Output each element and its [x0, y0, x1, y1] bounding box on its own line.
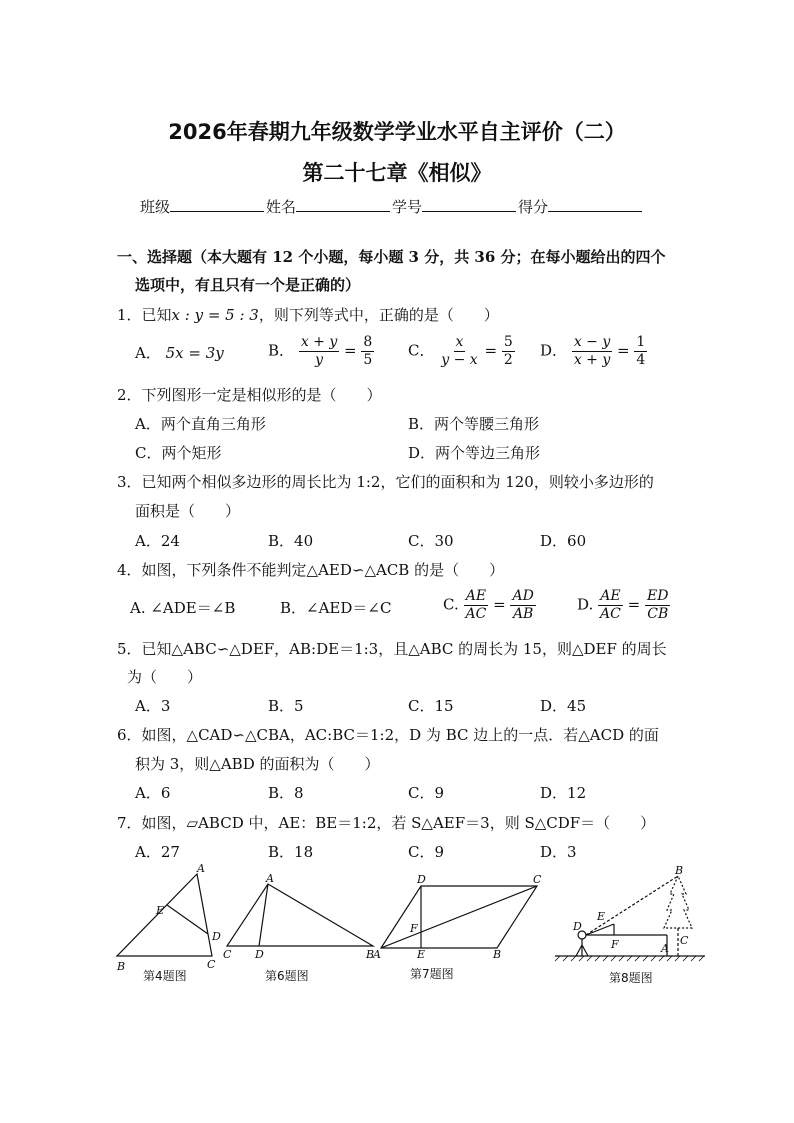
equals: = [484, 341, 498, 360]
q1-stem-part: ，则下列等式中，正确的是（ ） [258, 306, 499, 324]
q4-option-c[interactable] [443, 588, 536, 623]
frac-den: 5 [363, 352, 373, 368]
q1-b-frac-left [299, 334, 339, 369]
field-id-blank[interactable] [422, 197, 516, 212]
figure-4 [117, 874, 212, 956]
fig4-triangle-abc [117, 874, 212, 956]
field-name-label: 姓名 [266, 198, 297, 216]
q6-option-c[interactable]: C．9 [408, 784, 445, 802]
q4-option-a[interactable]: A. ∠ADE＝∠B [130, 599, 236, 617]
q1-c-frac-left [439, 334, 479, 369]
equals: = [493, 595, 506, 614]
frac-num: ED [647, 588, 669, 604]
frac-den: y [315, 352, 323, 368]
fig8-caption: 第8题图 [609, 971, 653, 985]
q5-option-a[interactable]: A．3 [135, 697, 171, 715]
fig6-label-b: B [366, 948, 375, 961]
q3-option-b[interactable]: B．40 [268, 532, 314, 550]
frac-num: x [455, 334, 464, 350]
q4-d-frac-2 [645, 588, 670, 623]
question-1-stem [117, 305, 499, 325]
equals: = [344, 341, 357, 360]
field-id-label: 学号 [392, 198, 423, 216]
fig7-label-d: D [417, 873, 426, 886]
question-5-stem-cont: 为（ ） [127, 668, 203, 686]
q2-option-d[interactable]: D．两个等边三角形 [408, 444, 541, 462]
equals: = [617, 341, 630, 360]
fig8-tree-crown [664, 876, 692, 928]
q3-option-a[interactable]: A．24 [135, 532, 180, 550]
question-7-stem: 7．如图，▱ABCD 中，AE：BE＝1:2，若 S△AEF＝3，则 S△CDF＝（ ） [117, 814, 656, 832]
field-class-blank[interactable] [170, 197, 264, 212]
question-3-stem: 3．已知两个相似多边形的周长比为 1:2，它们的面积和为 120，则较小多边形的 [117, 473, 654, 491]
fig8-label-b: B [675, 864, 684, 877]
frac-den: AB [512, 606, 534, 622]
section-heading: 一、选择题（本大题有 12 个小题，每小题 3 分，共 36 分；在每小题给出的四个 [117, 248, 666, 266]
fig8-observer-leg-right [582, 945, 588, 956]
q4-option-b[interactable]: B．∠AED＝∠C [280, 599, 392, 617]
q7-option-d[interactable]: D．3 [540, 843, 577, 861]
fig7-label-c: C [533, 873, 542, 886]
q4-d-frac-1 [598, 588, 623, 623]
q1-d-frac-left [572, 334, 612, 369]
q1-option-c[interactable] [408, 334, 515, 369]
fig4-caption: 第4题图 [143, 969, 187, 983]
q1-d-frac-right [634, 334, 647, 369]
fig7-label-e: E [417, 948, 426, 961]
fig6-segment-ad [259, 884, 268, 946]
fig4-label-d: D [212, 930, 221, 943]
fig6-label-a: A [266, 872, 274, 885]
figure-7 [381, 886, 537, 948]
question-6-stem-cont: 积为 3，则△ABD 的面积为（ ） [135, 755, 380, 773]
q1-d-label: D． [540, 341, 568, 360]
fig4-label-a: A [197, 862, 205, 875]
q2-option-c[interactable]: C．两个矩形 [135, 444, 222, 462]
question-6-stem: 6．如图，△CAD∽△CBA，AC:BC＝1:2，D 为 BC 边上的一点．若△ACD 的面 [117, 726, 659, 744]
q1-option-a[interactable] [135, 343, 224, 363]
q5-option-b[interactable]: B．5 [268, 697, 304, 715]
q1-option-b[interactable] [268, 334, 374, 369]
q6-option-d[interactable]: D．12 [540, 784, 587, 802]
q3-option-d[interactable]: D．60 [540, 532, 587, 550]
q7-option-a[interactable]: A．27 [135, 843, 180, 861]
equals: = [627, 595, 641, 614]
field-class-label: 班级 [140, 198, 171, 216]
fig6-label-d: D [255, 948, 264, 961]
q7-option-c[interactable]: C．9 [408, 843, 445, 861]
fig4-label-b: B [117, 960, 126, 973]
field-name-blank[interactable] [296, 197, 390, 212]
fig8-label-a: A [661, 942, 669, 955]
question-5-stem: 5．已知△ABC∽△DEF，AB:DE＝1:3，且△ABC 的周长为 15，则△DEF 的周长 [117, 640, 667, 658]
fig8-label-e: E [597, 910, 606, 923]
frac-num: AE [600, 588, 621, 604]
fig7-diagonal-ac [381, 886, 537, 948]
q5-option-c[interactable]: C．15 [408, 697, 454, 715]
fig7-label-f: F [410, 922, 418, 935]
q1-stem-part: 1．已知 [117, 306, 172, 324]
fig8-label-c: C [680, 934, 689, 947]
q2-option-b[interactable]: B．两个等腰三角形 [408, 415, 540, 433]
q2-option-a[interactable]: A．两个直角三角形 [135, 415, 266, 433]
frac-num: 5 [503, 334, 513, 350]
fig7-label-b: B [493, 948, 502, 961]
q4-c-frac-1 [464, 588, 489, 623]
frac-num: 1 [636, 334, 646, 350]
question-4-stem: 4．如图，下列条件不能判定△AED∽△ACB 的是（ ） [117, 561, 505, 579]
page-subtitle: 第二十七章《相似》 [302, 161, 492, 185]
fig8-label-f: F [611, 938, 619, 951]
frac-num: x − y [573, 334, 611, 350]
fig4-segment-ed [167, 905, 208, 934]
q1-a-label: A． [135, 344, 161, 362]
frac-den: CB [647, 606, 669, 622]
question-2-stem: 2．下列图形一定是相似形的是（ ） [117, 386, 382, 404]
q6-option-b[interactable]: B．8 [268, 784, 304, 802]
field-score-label: 得分 [518, 198, 549, 216]
q5-option-d[interactable]: D．45 [540, 697, 587, 715]
fig6-triangle-abc [227, 884, 373, 946]
q6-option-a[interactable]: A．6 [135, 784, 171, 802]
figure-8 [555, 876, 705, 961]
frac-num: AD [512, 588, 534, 604]
q1-option-d[interactable] [540, 334, 647, 369]
q4-d-label: D. [577, 595, 594, 614]
q4-option-d[interactable] [577, 588, 670, 623]
frac-num: x + y [300, 334, 338, 350]
q1-a-expr: 5x = 3y [165, 344, 224, 362]
fig6-caption: 第6题图 [265, 969, 309, 983]
fig4-label-e: E [156, 904, 165, 917]
q4-c-label: C. [443, 595, 459, 614]
frac-den: AC [465, 606, 487, 622]
q1-c-frac-right [502, 334, 515, 369]
fig8-ground-hatching [555, 956, 704, 961]
frac-den: x + y [573, 352, 611, 368]
geometry-figures [105, 862, 725, 992]
q1-c-label: C． [408, 341, 435, 360]
figure-6 [227, 884, 373, 946]
section-heading-cont: 选项中，有且只有一个是正确的） [135, 276, 361, 294]
frac-den: 2 [503, 352, 513, 368]
fig4-label-c: C [207, 958, 216, 971]
fig6-label-c: C [223, 948, 232, 961]
frac-den: AC [600, 606, 621, 622]
frac-num: 8 [363, 334, 373, 350]
fig7-caption: 第7题图 [410, 967, 454, 981]
page-title: 2026年春期九年级数学学业水平自主评价（二） [168, 120, 626, 144]
fig7-label-a: A [373, 948, 381, 961]
student-info-fields [140, 196, 644, 217]
fig8-label-d: D [573, 920, 582, 933]
question-3-stem-cont: 面积是（ ） [135, 502, 241, 520]
q7-option-b[interactable]: B．18 [268, 843, 314, 861]
frac-den: y − x [441, 352, 478, 368]
q4-c-frac-2 [510, 588, 535, 623]
fig8-observer-leg-left [576, 945, 582, 956]
q1-b-label: B． [268, 341, 295, 360]
frac-num: AE [465, 588, 487, 604]
q3-option-c[interactable]: C．30 [408, 532, 454, 550]
field-score-blank[interactable] [548, 197, 642, 212]
q1-b-frac-right [361, 334, 374, 369]
frac-den: 4 [636, 352, 646, 368]
q1-ratio-expr: x : y = 5 : 3 [171, 306, 259, 324]
